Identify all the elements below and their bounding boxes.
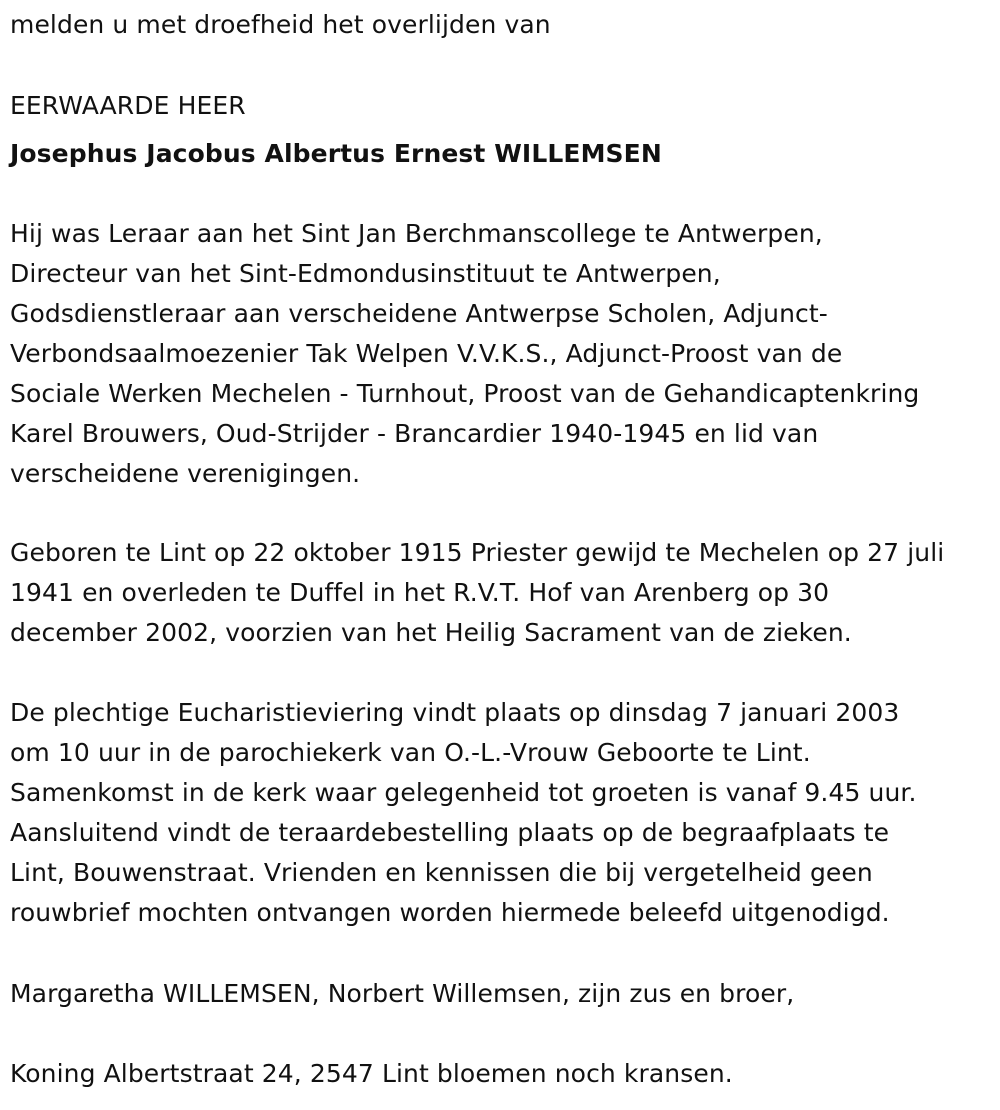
biography-line: Karel Brouwers, Oud-Strijder - Brancardier 1940-1945 en lid van [10,419,819,448]
biography-line: Hij was Leraar aan het Sint Jan Berchmanscollege te Antwerpen, [10,219,823,248]
life-dates-line: Geboren te Lint op 22 oktober 1915 Priester gewijd te Mechelen op 27 juli [10,538,945,567]
honorific-title: EERWAARDE HEER [10,91,246,120]
family-signature: Margaretha WILLEMSEN, Norbert Willemsen, zijn zus en broer, [10,979,795,1008]
intro-text: melden u met droefheid het overlijden van [10,10,551,39]
biography-line: verscheidene verenigingen. [10,459,361,488]
ceremony-line: rouwbrief mochten ontvangen worden hiermede beleefd uitgenodigd. [10,898,890,927]
ceremony-line: Aansluitend vindt de teraardebestelling plaats op de begraafplaats te [10,818,890,847]
deceased-name: Josephus Jacobus Albertus Ernest WILLEMSEN [10,139,662,168]
ceremony-line: om 10 uur in de parochiekerk van O.-L.-Vrouw Geboorte te Lint. [10,738,811,767]
ceremony-line: Samenkomst in de kerk waar gelegenheid tot groeten is vanaf 9.45 uur. [10,778,917,807]
biography-line: Godsdienstleraar aan verscheidene Antwerpse Scholen, Adjunct- [10,299,828,328]
biography-line: Directeur van het Sint-Edmondusinstituut te Antwerpen, [10,259,721,288]
family-address: Koning Albertstraat 24, 2547 Lint bloemen noch kransen. [10,1059,733,1088]
ceremony-line: Lint, Bouwenstraat. Vrienden en kennissen die bij vergetelheid geen [10,858,873,887]
life-dates-line: december 2002, voorzien van het Heilig Sacrament van de zieken. [10,618,852,647]
ceremony-line: De plechtige Eucharistieviering vindt plaats op dinsdag 7 januari 2003 [10,698,900,727]
biography-line: Sociale Werken Mechelen - Turnhout, Proost van de Gehandicaptenkring [10,379,920,408]
life-dates-line: 1941 en overleden te Duffel in het R.V.T. Hof van Arenberg op 30 [10,578,830,607]
biography-line: Verbondsaalmoezenier Tak Welpen V.V.K.S., Adjunct-Proost van de [10,339,843,368]
